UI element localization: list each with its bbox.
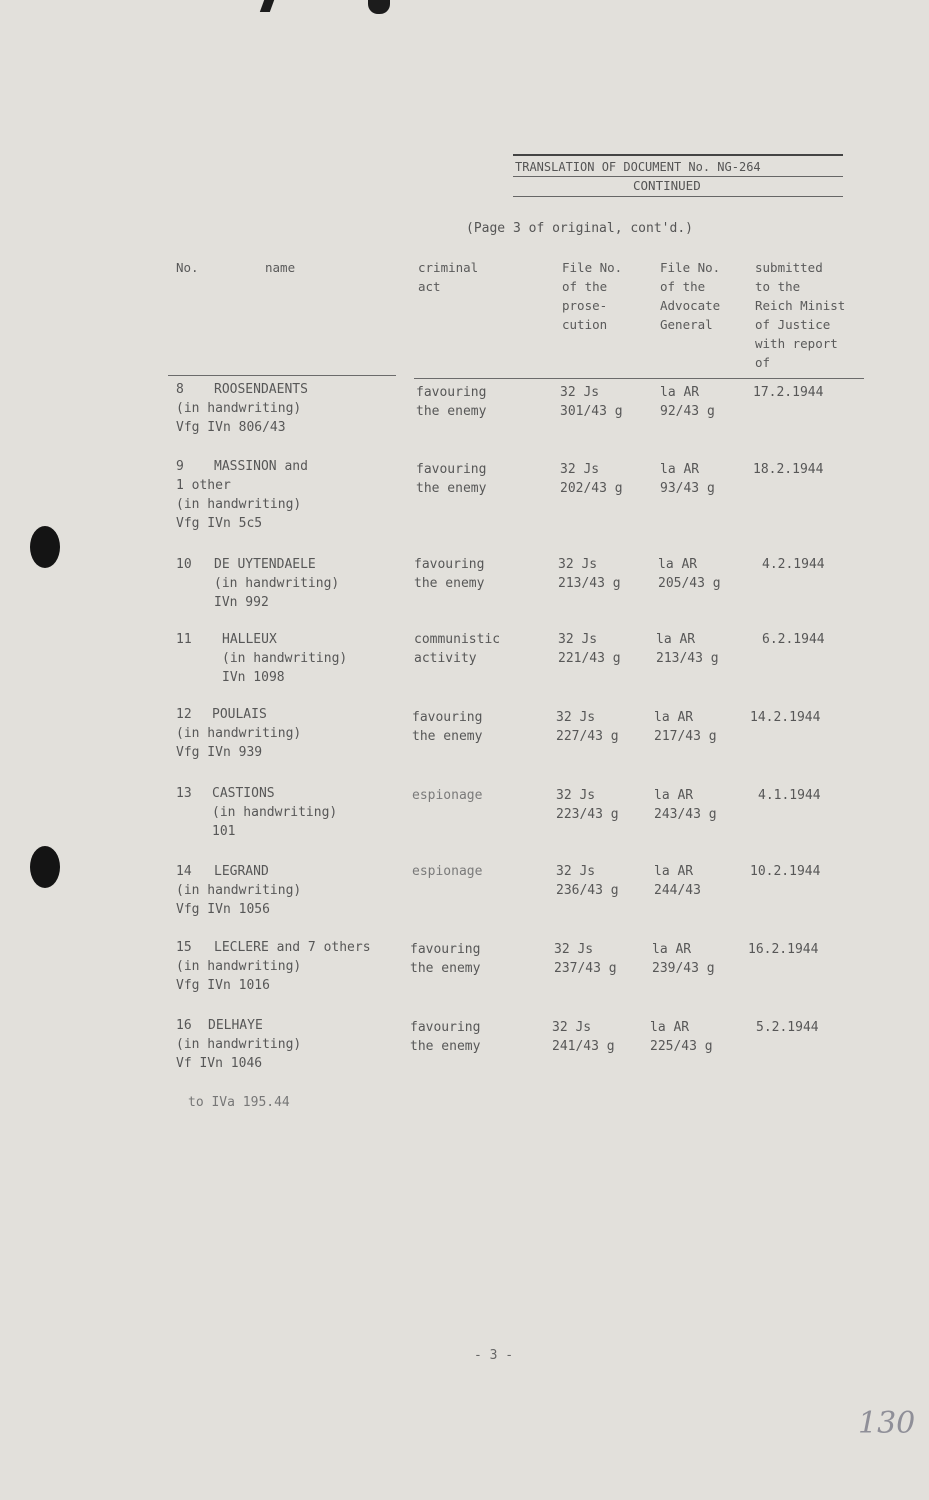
row-file-prosecution: 32 Js 301/43 g	[560, 385, 623, 419]
handwritten-page-number: 130	[858, 1406, 916, 1441]
row-act: favouring the enemy	[410, 1020, 481, 1054]
row-date: 14.2.1944	[750, 710, 821, 725]
punch-hole-upper	[30, 526, 60, 568]
row-act: espionage	[412, 788, 483, 803]
row-number: 13	[176, 786, 192, 801]
row-file-advocate: la AR 213/43 g	[656, 632, 719, 666]
header-rule-right	[414, 378, 864, 379]
row-date: 4.2.1944	[762, 557, 825, 572]
row-number: 12	[176, 707, 192, 722]
row-act: espionage	[412, 864, 483, 879]
row-file-advocate: la AR 205/43 g	[658, 557, 721, 591]
top-edge-mark-right	[368, 0, 390, 14]
row-date: 10.2.1944	[750, 864, 821, 879]
row-file-advocate: la AR 92/43 g	[660, 385, 715, 419]
row-file-advocate: la AR 93/43 g	[660, 462, 715, 496]
row-name: LECLERE and 7 others (in handwriting) Vfg IVn 1016	[176, 940, 371, 993]
punch-hole-lower	[30, 846, 60, 888]
top-edge-mark-left	[260, 0, 274, 12]
row-name: DE UYTENDAELE (in handwriting) IVn 992	[214, 557, 340, 610]
row-act: favouring the enemy	[416, 462, 487, 496]
footer-note: to IVa 195.44	[188, 1095, 290, 1110]
row-number: 16	[176, 1018, 192, 1033]
row-file-prosecution: 32 Js 227/43 g	[556, 710, 619, 744]
row-name: LEGRAND (in handwriting) Vfg IVn 1056	[176, 864, 302, 917]
page-number: - 3 -	[474, 1348, 514, 1363]
row-name: MASSINON and 1 other (in handwriting) Vfg IVn 5c5	[176, 459, 308, 531]
row-date: 4.1.1944	[758, 788, 821, 803]
row-file-prosecution: 32 Js 213/43 g	[558, 557, 621, 591]
row-file-advocate: la AR 239/43 g	[652, 942, 715, 976]
header-top-line	[513, 154, 843, 156]
row-act: favouring the enemy	[416, 385, 487, 419]
page-subtitle: (Page 3 of original, cont'd.)	[466, 221, 693, 236]
row-act: favouring the enemy	[412, 710, 483, 744]
col-header-prosecution: File No. of the prose- cution	[562, 260, 623, 332]
row-file-prosecution: 32 Js 223/43 g	[556, 788, 619, 822]
row-number: 11	[176, 632, 192, 647]
row-act: favouring the enemy	[410, 942, 481, 976]
header-subtitle: CONTINUED	[633, 178, 701, 193]
col-header-submitted: submitted to the Reich Minist of Justice with report of	[755, 260, 846, 370]
row-file-prosecution: 32 Js 202/43 g	[560, 462, 623, 496]
col-header-act: criminal act	[418, 260, 479, 294]
row-number: 14	[176, 864, 192, 879]
row-name: CASTIONS (in handwriting) 101	[212, 786, 338, 839]
row-name: HALLEUX (in handwriting) IVn 1098	[222, 632, 348, 685]
row-file-advocate: la AR 225/43 g	[650, 1020, 713, 1054]
row-file-advocate: la AR 243/43 g	[654, 788, 717, 822]
header-title-underline	[513, 176, 843, 177]
row-date: 16.2.1944	[748, 942, 819, 957]
row-number: 8	[176, 382, 184, 397]
row-act: communistic activity	[414, 632, 501, 666]
row-number: 10	[176, 557, 192, 572]
col-header-name: name	[265, 260, 296, 275]
header-rule-left	[168, 375, 396, 376]
row-file-prosecution: 32 Js 221/43 g	[558, 632, 621, 666]
row-name: ROOSENDAENTS (in handwriting) Vfg IVn 806/43	[176, 382, 308, 435]
col-header-no: No.	[176, 260, 199, 275]
header-title: TRANSLATION OF DOCUMENT No. NG-264	[515, 160, 761, 174]
row-file-prosecution: 32 Js 237/43 g	[554, 942, 617, 976]
row-file-prosecution: 32 Js 236/43 g	[556, 864, 619, 898]
header-sub-underline	[513, 196, 843, 197]
row-name: DELHAYE (in handwriting) Vf IVn 1046	[176, 1018, 302, 1071]
row-file-advocate: la AR 244/43	[654, 864, 701, 898]
row-date: 6.2.1944	[762, 632, 825, 647]
row-name: POULAIS (in handwriting) Vfg IVn 939	[176, 707, 302, 760]
row-number: 9	[176, 459, 184, 474]
row-number: 15	[176, 940, 192, 955]
row-act: favouring the enemy	[414, 557, 485, 591]
row-date: 17.2.1944	[753, 385, 824, 400]
row-date: 5.2.1944	[756, 1020, 819, 1035]
row-file-prosecution: 32 Js 241/43 g	[552, 1020, 615, 1054]
col-header-advocate: File No. of the Advocate General	[660, 260, 721, 332]
row-date: 18.2.1944	[753, 462, 824, 477]
row-file-advocate: la AR 217/43 g	[654, 710, 717, 744]
